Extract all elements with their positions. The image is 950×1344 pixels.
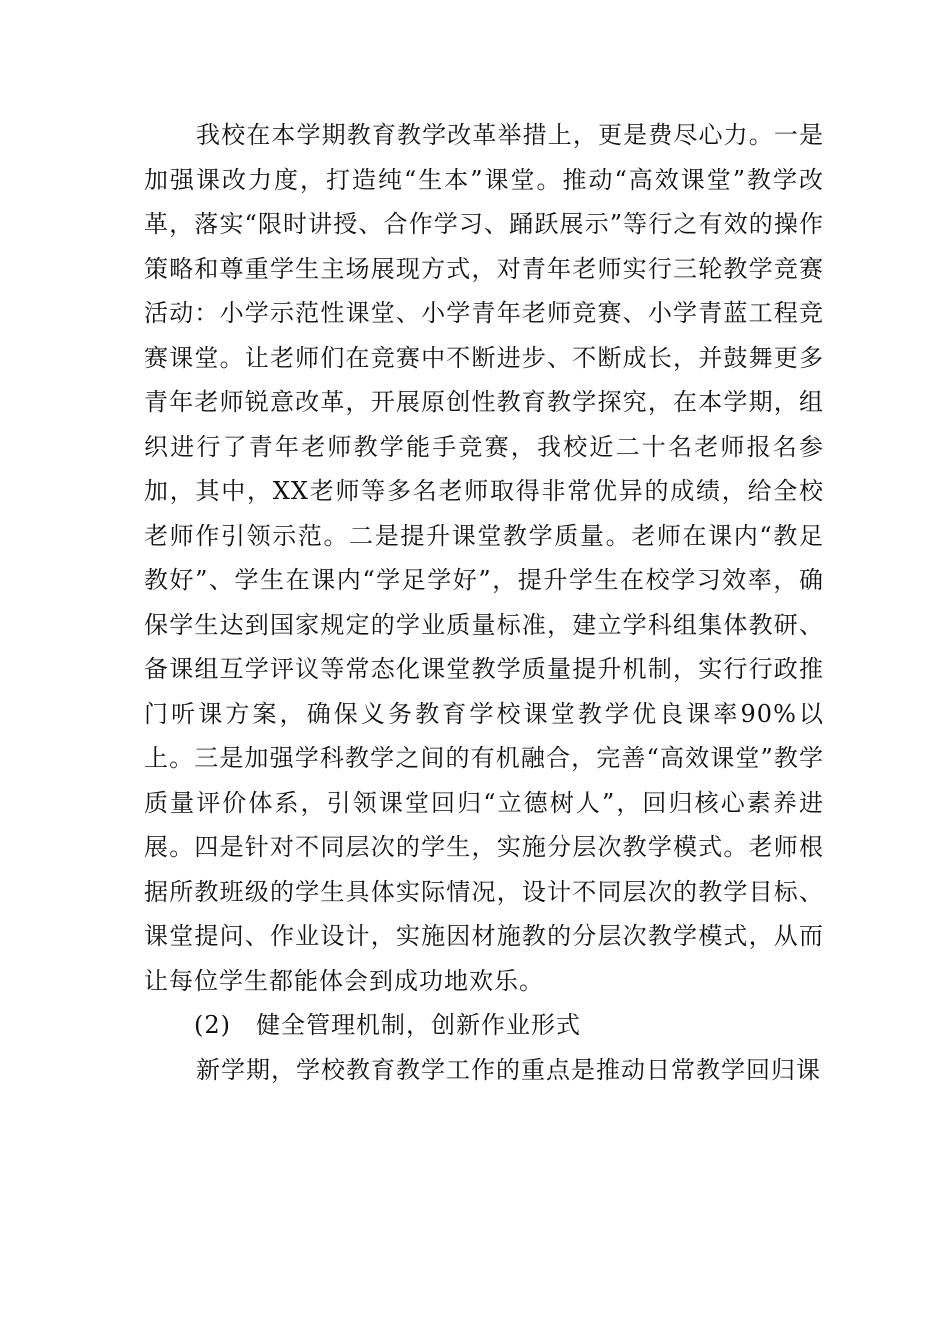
document-body <box>144 113 824 1092</box>
section-heading <box>144 1003 824 1048</box>
paragraph-new-semester: 新学期，学校教育教学工作的重点是推动日常教学回归课 <box>196 1055 821 1084</box>
section-number: (2) <box>194 1011 231 1039</box>
section-title: 健全管理机制，创新作业形式 <box>256 1011 581 1039</box>
paragraph-reform-measures: 我校在本学期教育教学改革举措上，更是费尽心力。一是加强课改力度，打造纯“生本”课堂。推动“高效课堂”教学改革，落实“限时讲授、合作学习、踊跃展示”等行之有效的操作策略和尊重学生主场展现方式，对青年老师实行三轮教学竞赛活动：小学示范性课堂、小学青年老师竞赛、小学青蓝工程竞赛课堂。让老师们在竞赛中不断进步、不断成长，并鼓舞更多青年老师锐意改革，开展原创性教育教学探究，在本学期，组织进行了青年老师教学能手竞赛，我校近二十名老师报名参加，其中，XX老师等多名老师取得非常优异的成绩，给全校老师作引领示范。二是提升课堂教学质量。老师在课内“教足教好”、学生在课内“学足学好”，提升学生在校学习效率，确保学生达到国家规定的学业质量标准，建立学科组集体教研、备课组互学评议等常态化课堂教学质量提升机制，实行行政推门听课方案，确保义务教育学校课堂教学优良课率90%以上。三是加强学科教学之间的有机融合，完善“高效课堂”教学质量评价体系，引领课堂回归“立德树人”，回归核心素养进展。四是针对不同层次的学生，实施分层次教学模式。老师根据所教班级的学生具体实际情况，设计不同层次的教学目标、课堂提问、作业设计，实施因材施教的分层次教学模式，从而让每位学生都能体会到成功地欢乐。 <box>144 121 824 995</box>
